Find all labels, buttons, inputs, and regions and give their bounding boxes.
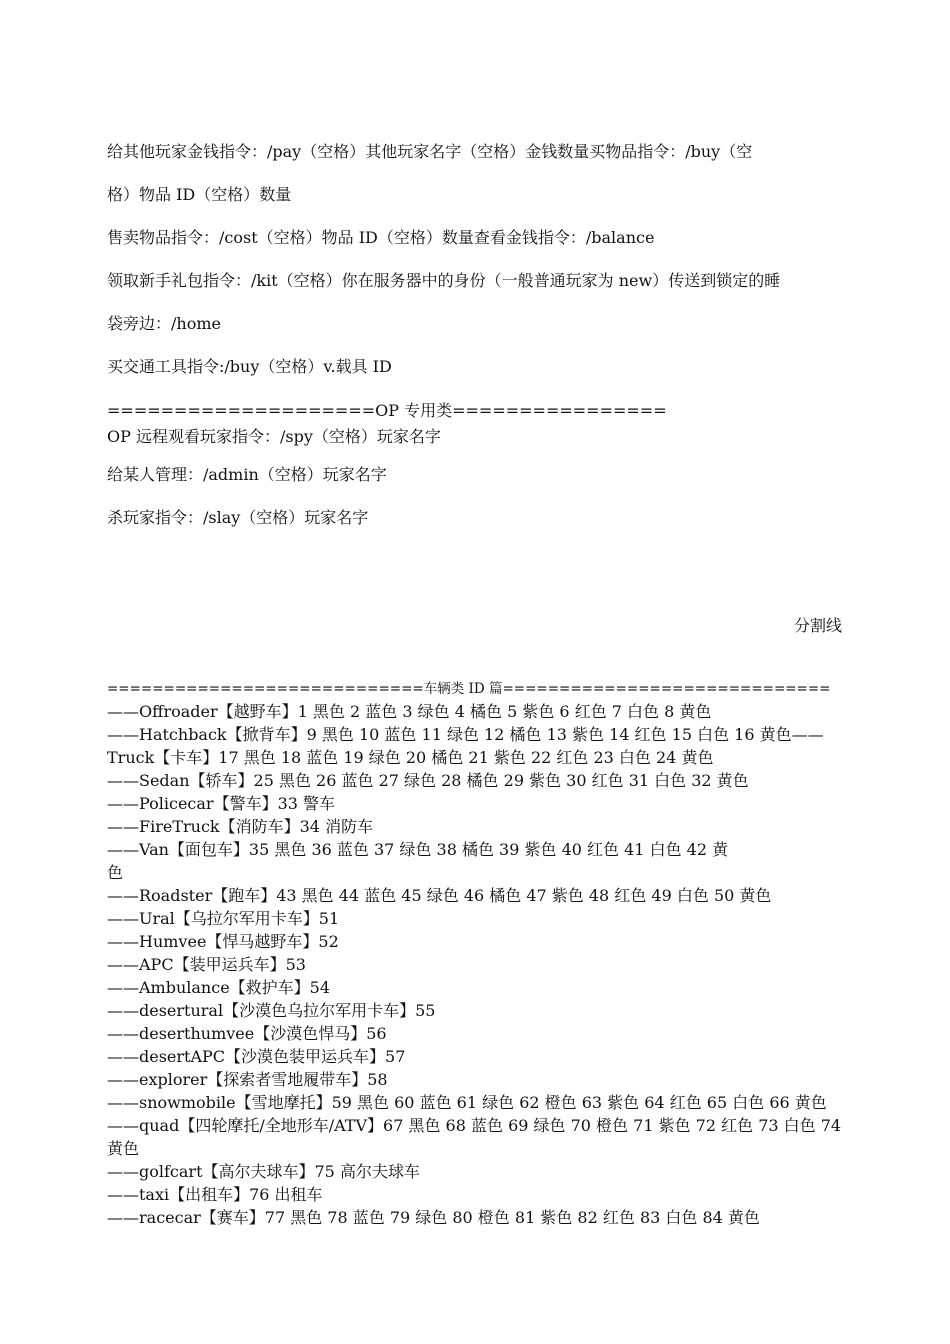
vehicle-line: ——racecar【赛车】77 黑色 78 蓝色 79 绿色 80 橙色 81 紫色 82 红色 83 白色 84 黄色 (107, 1208, 760, 1227)
vehicle-section-header: ============================车辆类 ID 篇============================= (107, 681, 831, 697)
vehicle-line: ——Offroader【越野车】1 黑色 2 蓝色 3 绿色 4 橘色 5 紫色 6 红色 7 白色 8 黄色 (107, 702, 712, 721)
command-line: 袋旁边：/home (107, 314, 221, 333)
vehicle-line: ——Van【面包车】35 黑色 36 蓝色 37 绿色 38 橘色 39 紫色 40 红色 41 白色 42 黄 (107, 840, 729, 859)
divider-label: 分割线 (793, 616, 842, 635)
command-line: 格）物品 ID（空格）数量 (107, 185, 292, 204)
command-line: 领取新手礼包指令：/kit（空格）你在服务器中的身份（一般普通玩家为 new）传送到锁定的睡 (107, 271, 781, 290)
vehicle-line: ——snowmobile【雪地摩托】59 黑色 60 蓝色 61 绿色 62 橙色 63 紫色 64 红色 65 白色 66 黄色 (107, 1093, 827, 1112)
vehicle-line: ——desertAPC【沙漠色装甲运兵车】57 (107, 1047, 406, 1066)
command-line: 售卖物品指令：/cost（空格）物品 ID（空格）数量查看金钱指令：/balance (107, 228, 655, 247)
vehicle-line: ——Humvee【悍马越野车】52 (107, 932, 339, 951)
vehicle-line: ——Sedan【轿车】25 黑色 26 蓝色 27 绿色 28 橘色 29 紫色 30 红色 31 白色 32 黄色 (107, 771, 749, 790)
vehicle-line: ——explorer【探索者雪地履带车】58 (107, 1070, 388, 1089)
vehicle-line: ——desertural【沙漠色乌拉尔军用卡车】55 (107, 1001, 436, 1020)
vehicle-line: ——Ambulance【救护车】54 (107, 978, 331, 997)
vehicle-line: 色 (107, 863, 124, 882)
op-command-line: OP 远程观看玩家指令：/spy（空格）玩家名字 (107, 427, 441, 446)
command-line: 买交通工具指令:/buy（空格）v.载具 ID (107, 357, 392, 376)
vehicle-line: ——Hatchback【掀背车】9 黑色 10 蓝色 11 绿色 12 橘色 13 紫色 14 红色 15 白色 16 黄色—— (107, 725, 824, 744)
vehicle-line: 黄色 (107, 1139, 140, 1158)
op-command-line: 杀玩家指令：/slay（空格）玩家名字 (107, 508, 369, 527)
vehicle-line: ——golfcart【高尔夫球车】75 高尔夫球车 (107, 1162, 420, 1181)
vehicle-line: ——APC【装甲运兵车】53 (107, 955, 306, 974)
vehicle-line: ——taxi【出租车】76 出租车 (107, 1185, 323, 1204)
vehicle-line: Truck【卡车】17 黑色 18 蓝色 19 绿色 20 橘色 21 紫色 22 红色 23 白色 24 黄色 (107, 748, 714, 767)
vehicle-line: ——Policecar【警车】33 警车 (107, 794, 336, 813)
vehicle-line: ——Roadster【跑车】43 黑色 44 蓝色 45 绿色 46 橘色 47 紫色 48 红色 49 白色 50 黄色 (107, 886, 772, 905)
vehicle-line: ——quad【四轮摩托/全地形车/ATV】67 黑色 68 蓝色 69 绿色 70 橙色 71 紫色 72 红色 73 白色 74 (107, 1116, 842, 1135)
command-line: 给其他玩家金钱指令：/pay（空格）其他玩家名字（空格）金钱数量买物品指令：/buy（空 (107, 142, 753, 161)
vehicle-line: ——deserthumvee【沙漠色悍马】56 (107, 1024, 387, 1043)
vehicle-line: ——Ural【乌拉尔军用卡车】51 (107, 909, 340, 928)
vehicle-line: ——FireTruck【消防车】34 消防车 (107, 817, 374, 836)
op-section-header: ====================OP 专用类================ (107, 401, 667, 420)
op-command-line: 给某人管理：/admin（空格）玩家名字 (107, 465, 387, 484)
